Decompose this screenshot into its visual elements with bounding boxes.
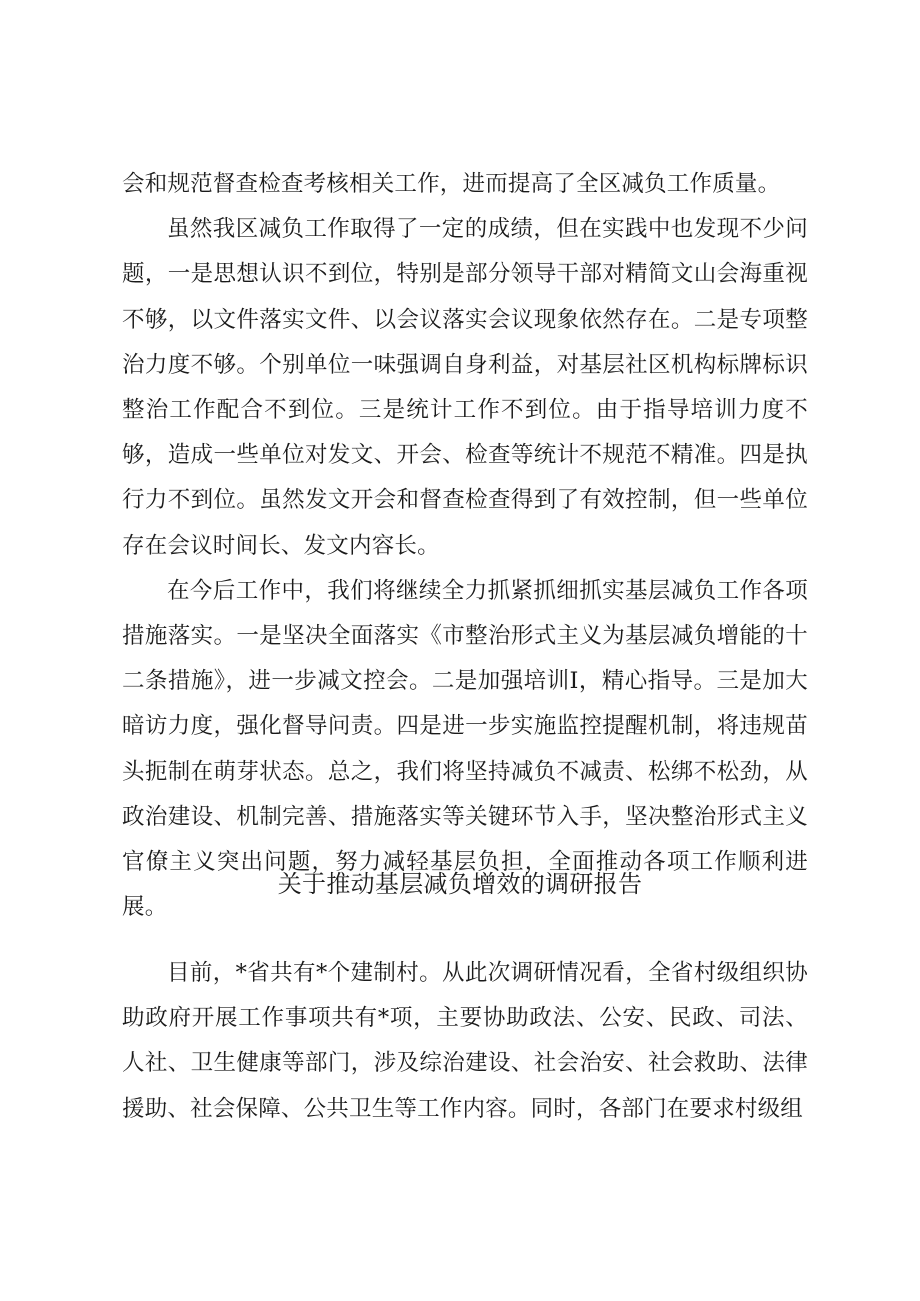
- report-title: 关于推动基层减负增效的调研报告: [277, 870, 643, 898]
- problems-paragraph: 虽然我区减负工作取得了一定的成绩，但在实践中也发现不少问题，一是思想认识不到位，特别是部分领导干部对精简文山会海重视不够，以文件落实文件、以会议落实会议现象依然存在。二是专项整治力度不够。个别单位一味强调自身利益，对基层社区机构标牌标识整治工作配合不到位。三是统计工作不到位。由于指导培训力度不够，造成一些单位对发文、开会、检查等统计不规范不精准。四是执行力不到位。虽然发文开会和督查检查得到了有效控制，但一些单位存在会议时间长、发文内容长。: [122, 216, 808, 559]
- previous-report-body: [122, 162, 808, 930]
- future-work-paragraph: 在今后工作中，我们将继续全力抓紧抓细抓实基层减负工作各项措施落实。一是坚决全面落实《市整治形式主义为基层减负增能的十二条措施》，进一步减文控会。二是加强培训I，精心指导。三是加大暗访力度，强化督导问责。四是进一步实施监控提醒机制，将违规苗头扼制在萌芽状态。总之，我们将坚持减负不减责、松绑不松劲，从政治建设、机制完善、措施落实等关键环节入手，坚决整治形式主义官僚主义突出问题，努力减轻基层负担，全面推动各项工作顺利进展。: [122, 577, 808, 921]
- new-report-body: [122, 951, 808, 1132]
- report-intro-paragraph: 目前，*省共有*个建制村。从此次调研情况看，全省村级组织协助政府开展工作事项共有*项，主要协助政法、公安、民政、司法、人社、卫生健康等部门，涉及综治建设、社会治安、社会救助、法律援助、社会保障、公共卫生等工作内容。同时，各部门在要求村级组: [122, 960, 808, 1122]
- continuation-paragraph: 会和规范督查检查考核相关工作，进而提高了全区减负工作质量。: [122, 171, 781, 197]
